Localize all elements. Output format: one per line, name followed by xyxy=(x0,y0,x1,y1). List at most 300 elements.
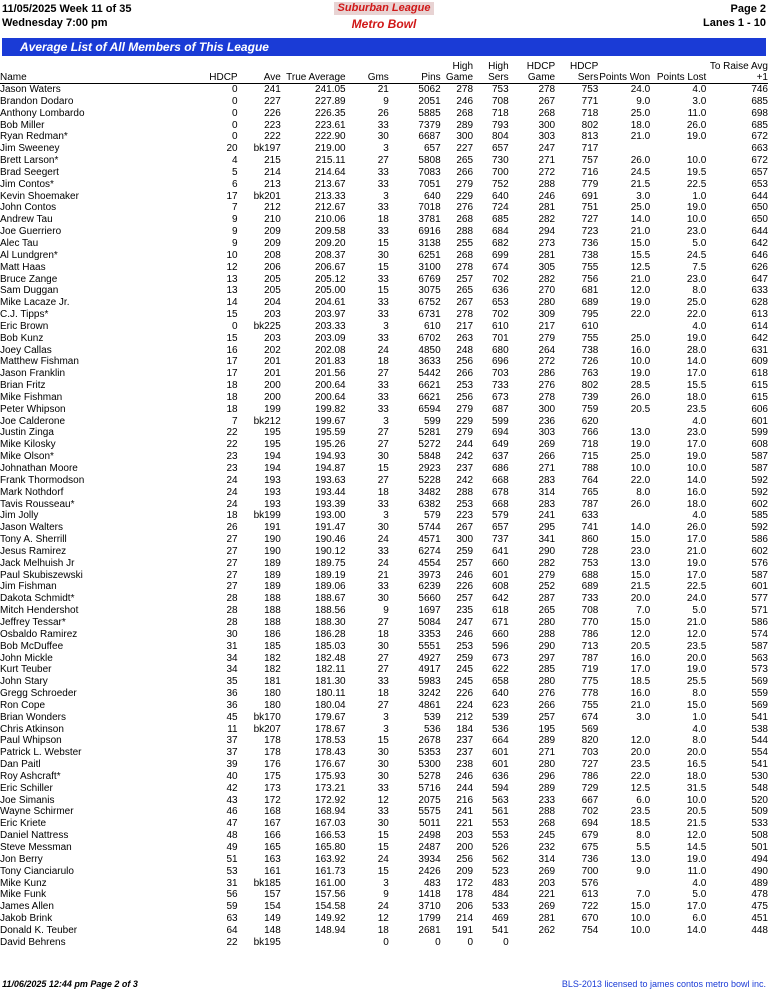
cell-points-lost: 19.0 xyxy=(686,664,707,676)
cell-high-series: 623 xyxy=(492,699,509,711)
cell-high-game: 278 xyxy=(456,309,474,321)
cell-games: 15 xyxy=(377,830,389,842)
cell-hdcp-game: 288 xyxy=(538,628,556,640)
cell-ave: 172 xyxy=(264,794,281,806)
cell-hdcp-series: 802 xyxy=(581,380,599,392)
cell-true-average: 205.00 xyxy=(315,285,346,297)
cell-hdcp: 34 xyxy=(226,652,238,664)
cell-hdcp-game: 279 xyxy=(538,332,556,344)
cell-pins: 4850 xyxy=(418,344,441,356)
cell-games: 33 xyxy=(377,391,389,403)
cell-high-game: 289 xyxy=(456,119,474,131)
cell-name: Sam Duggan xyxy=(0,285,59,297)
cell-true-average: 193.63 xyxy=(315,474,346,486)
cell-high-series: 536 xyxy=(492,723,509,735)
cell-pins: 5575 xyxy=(418,806,441,818)
cell-hdcp-game: 272 xyxy=(538,166,556,178)
cell-name: Dakota Schmidt* xyxy=(0,593,75,605)
cell-to-raise: 614 xyxy=(751,320,768,332)
cell-hdcp-game: 285 xyxy=(538,664,556,676)
cell-high-game: 246 xyxy=(456,95,474,107)
cell-hdcp: 0 xyxy=(232,320,238,332)
cell-points-lost: 1.0 xyxy=(692,711,707,723)
cell-ave: 241 xyxy=(264,84,281,95)
cell-pins: 6702 xyxy=(418,332,441,344)
cell-to-raise: 746 xyxy=(751,84,768,95)
cell-points-won: 20.5 xyxy=(630,403,651,415)
cell-pins: 3973 xyxy=(418,569,441,581)
cell-ave: 165 xyxy=(264,842,281,853)
lanes-range: Lanes 1 - 10 xyxy=(703,17,766,29)
cell-name: Brian Fritz xyxy=(0,380,46,392)
cell-true-average: 166.53 xyxy=(315,830,346,842)
cell-name: Joe Simanis xyxy=(0,794,55,806)
cell-hdcp-series: 813 xyxy=(581,131,599,143)
cell-true-average: 212.67 xyxy=(315,202,346,214)
cell-games: 33 xyxy=(377,403,389,415)
cell-to-raise: 650 xyxy=(751,202,768,214)
cell-hdcp-series: 713 xyxy=(581,640,599,652)
cell-points-won: 13.0 xyxy=(630,427,651,439)
table-row xyxy=(0,735,768,747)
cell-games: 27 xyxy=(377,427,389,439)
cell-pins: 4571 xyxy=(418,534,441,546)
cell-points-lost: 23.0 xyxy=(686,427,707,439)
cell-hdcp-series: 756 xyxy=(581,273,599,285)
cell-high-game: 279 xyxy=(456,178,474,190)
cell-name: Alec Tau xyxy=(0,237,39,249)
cell-points-won: 25.0 xyxy=(630,451,651,463)
cell-name: Al Lundgren* xyxy=(0,249,58,261)
cell-hdcp: 18 xyxy=(226,391,238,403)
cell-hdcp: 31 xyxy=(226,877,238,889)
cell-name: Jim Contos* xyxy=(0,178,54,190)
cell-to-raise: 538 xyxy=(751,723,768,735)
cell-high-game: 216 xyxy=(456,794,474,806)
cell-ave: 208 xyxy=(264,249,281,261)
cell-name: C.J. Tipps* xyxy=(0,309,49,321)
cell-ave: 209 xyxy=(264,237,281,249)
cell-to-raise: 501 xyxy=(751,842,768,853)
cell-true-average: 213.33 xyxy=(315,190,346,202)
cell-hdcp: 10 xyxy=(226,249,238,261)
cell-name: Paul Skubiszewski xyxy=(0,569,83,581)
cell-ave: 173 xyxy=(264,782,281,794)
cell-high-game: 257 xyxy=(456,593,474,605)
cell-ave: 191 xyxy=(264,522,281,534)
cell-hdcp-game: 290 xyxy=(538,545,556,557)
cell-high-series: 561 xyxy=(492,806,509,818)
cell-high-series: 668 xyxy=(492,498,509,510)
cell-hdcp: 16 xyxy=(226,344,238,356)
cell-to-raise: 613 xyxy=(751,309,768,321)
cell-games: 33 xyxy=(377,166,389,178)
cell-high-game: 229 xyxy=(456,190,474,202)
table-row xyxy=(0,759,768,771)
cell-true-average: 203.09 xyxy=(315,332,346,344)
col-header-points-lost: Points Lost xyxy=(650,59,706,84)
cell-points-won: 7.0 xyxy=(636,889,651,901)
cell-hdcp-series: 764 xyxy=(581,474,599,486)
cell-games: 33 xyxy=(377,676,389,688)
cell-pins: 3633 xyxy=(418,356,441,368)
cell-points-won: 13.0 xyxy=(630,557,651,569)
cell-hdcp: 28 xyxy=(226,593,238,605)
cell-hdcp: 15 xyxy=(226,332,238,344)
cell-pins: 5062 xyxy=(418,84,441,95)
cell-hdcp-game: 290 xyxy=(538,640,556,652)
cell-high-game: 257 xyxy=(456,273,474,285)
cell-high-game: 265 xyxy=(456,155,474,167)
cell-pins: 6251 xyxy=(418,249,441,261)
cell-hdcp-game: 280 xyxy=(538,616,556,628)
table-row xyxy=(0,747,768,759)
table-row xyxy=(0,463,768,475)
cell-hdcp-series: 613 xyxy=(581,889,599,901)
cell-high-game: 246 xyxy=(456,770,474,782)
cell-points-lost: 11.0 xyxy=(687,107,707,119)
cell-hdcp-series: 729 xyxy=(581,782,599,794)
cell-hdcp-game: 297 xyxy=(538,652,556,664)
cell-pins: 610 xyxy=(423,320,441,332)
cell-high-series: 608 xyxy=(492,581,509,593)
cell-high-game: 172 xyxy=(456,877,474,889)
cell-hdcp-game: 300 xyxy=(538,403,556,415)
cell-ave: 195 xyxy=(264,439,281,451)
cell-pins: 1418 xyxy=(418,889,441,901)
cell-ave: 194 xyxy=(264,463,281,474)
cell-pins: 5744 xyxy=(418,522,441,534)
cell-points-won: 18.5 xyxy=(630,818,651,830)
cell-games: 33 xyxy=(377,332,389,344)
col-header-ave: Ave xyxy=(238,59,281,84)
cell-hdcp: 13 xyxy=(226,273,238,285)
cell-points-won: 16.0 xyxy=(630,688,651,700)
cell-points-won: 7.0 xyxy=(636,605,651,617)
table-row xyxy=(0,771,768,783)
cell-hdcp: 53 xyxy=(226,865,238,877)
cell-high-game: 266 xyxy=(456,166,474,178)
cell-pins: 7083 xyxy=(418,166,441,178)
col-header-games: Gms xyxy=(346,59,389,84)
cell-pins: 5983 xyxy=(418,676,441,688)
table-row xyxy=(0,191,768,203)
cell-points-lost xyxy=(650,937,706,949)
cell-true-average: 182.11 xyxy=(315,664,346,676)
cell-games: 30 xyxy=(377,770,389,782)
cell-true-average: 213.67 xyxy=(315,178,346,190)
cell-hdcp-game: 269 xyxy=(538,439,556,451)
cell-high-game: 278 xyxy=(456,84,474,95)
table-row xyxy=(0,653,768,665)
cell-ave: 189 xyxy=(264,581,281,593)
table-row xyxy=(0,368,768,380)
cell-high-game: 0 xyxy=(467,936,474,948)
cell-hdcp-series: 738 xyxy=(581,249,599,261)
cell-high-series: 708 xyxy=(492,95,509,107)
cell-name: John Contos xyxy=(0,202,57,214)
cell-high-game: 221 xyxy=(456,818,474,830)
cell-name: Donald K. Teuber xyxy=(0,924,78,936)
cell-pins: 6239 xyxy=(418,581,441,593)
cell-pins: 2678 xyxy=(418,735,441,747)
cell-games: 26 xyxy=(377,107,389,119)
cell-name: Mike Olson* xyxy=(0,451,54,463)
cell-ave: 149 xyxy=(264,913,281,925)
cell-pins: 5011 xyxy=(419,818,441,830)
cell-hdcp-game: 280 xyxy=(538,759,556,771)
cell-hdcp-game: 278 xyxy=(538,84,556,95)
cell-pins: 5442 xyxy=(418,368,441,380)
col-header-points-won: Points Won xyxy=(598,59,650,84)
cell-games: 12 xyxy=(377,794,389,806)
cell-to-raise: 653 xyxy=(751,178,768,190)
cell-points-lost: 16.5 xyxy=(686,759,707,771)
cell-name: Bob Kunz xyxy=(0,332,44,344)
cell-hdcp-series: 610 xyxy=(581,320,599,332)
cell-pins: 3710 xyxy=(418,901,441,913)
cell-to-raise: 489 xyxy=(751,877,768,889)
cell-hdcp-game: 257 xyxy=(538,711,556,723)
cell-high-series: 469 xyxy=(492,913,509,925)
cell-name: Steve Messman xyxy=(0,842,72,853)
cell-pins: 539 xyxy=(423,711,441,723)
cell-hdcp: 22 xyxy=(226,936,238,948)
cell-games: 33 xyxy=(377,806,389,818)
cell-to-raise: 663 xyxy=(751,143,768,155)
cell-high-game: 226 xyxy=(456,688,474,700)
cell-points-lost: 24.5 xyxy=(686,249,707,261)
cell-points-lost: 28.0 xyxy=(686,344,707,356)
cell-ave: 186 xyxy=(264,628,281,640)
cell-hdcp-series: 727 xyxy=(581,214,599,226)
cell-ave: 188 xyxy=(264,605,281,617)
cell-hdcp-series: 576 xyxy=(581,877,599,889)
cell-hdcp: 56 xyxy=(226,889,238,901)
cell-to-raise: 548 xyxy=(751,782,768,794)
cell-hdcp: 17 xyxy=(226,190,238,202)
table-row xyxy=(0,783,768,795)
cell-hdcp: 40 xyxy=(226,770,238,782)
cell-games: 21 xyxy=(377,84,389,95)
cell-name: Daniel Nattress xyxy=(0,830,69,842)
table-row xyxy=(0,842,768,854)
cell-hdcp-game: 221 xyxy=(538,889,556,901)
cell-ave: 190 xyxy=(264,534,281,546)
col-header-hdcp: HDCP xyxy=(173,59,238,84)
cell-true-average: 189.19 xyxy=(315,569,346,581)
cell-to-raise: 609 xyxy=(751,356,768,368)
cell-hdcp: 5 xyxy=(232,166,238,178)
cell-points-lost: 31.5 xyxy=(686,782,707,794)
table-row xyxy=(0,593,768,605)
cell-true-average: 226.35 xyxy=(315,107,346,119)
cell-high-series: 685 xyxy=(492,214,509,226)
cell-hdcp: 27 xyxy=(226,557,238,569)
cell-ave: 227 xyxy=(264,95,281,107)
cell-pins: 7379 xyxy=(418,119,441,131)
table-row xyxy=(0,830,768,842)
cell-points-won: 6.0 xyxy=(636,794,651,806)
cell-hdcp-game: 270 xyxy=(538,285,556,297)
cell-games: 15 xyxy=(377,261,389,273)
cell-pins: 3353 xyxy=(418,628,441,640)
average-list-table xyxy=(0,59,768,949)
cell-to-raise: 685 xyxy=(751,119,768,131)
cell-to-raise: 586 xyxy=(751,534,768,546)
cell-name: Wayne Schirmer xyxy=(0,806,74,818)
cell-points-won: 22.0 xyxy=(630,770,651,782)
cell-name: Peter Whipson xyxy=(0,403,66,415)
cell-pins: 579 xyxy=(423,510,441,522)
col-header-pins: Pins xyxy=(389,59,441,84)
cell-true-average: 161.00 xyxy=(315,877,346,889)
cell-high-game: 265 xyxy=(456,285,474,297)
cell-to-raise: 475 xyxy=(751,901,768,913)
cell-hdcp-series: 723 xyxy=(581,226,599,238)
table-row xyxy=(0,676,768,688)
cell-hdcp: 17 xyxy=(226,368,238,380)
cell-points-won: 16.0 xyxy=(630,652,651,664)
cell-high-series: 640 xyxy=(492,190,509,202)
cell-true-average: 201.56 xyxy=(315,368,346,380)
cell-points-won: 22.0 xyxy=(630,474,651,486)
cell-pins: 5084 xyxy=(418,616,441,628)
cell-hdcp-series: 675 xyxy=(581,842,599,853)
cell-name: Jesus Ramirez xyxy=(0,545,67,557)
cell-hdcp-game: 283 xyxy=(538,498,556,510)
col-header-to-raise: To Raise Avg +1 xyxy=(706,59,768,84)
cell-to-raise: 592 xyxy=(751,486,768,498)
cell-games: 30 xyxy=(377,451,389,463)
cell-true-average: 191.47 xyxy=(315,522,346,534)
cell-hdcp-game: 282 xyxy=(538,214,556,226)
cell-pins: 4861 xyxy=(418,699,441,711)
cell-hdcp: 39 xyxy=(226,759,238,771)
cell-to-raise: 490 xyxy=(751,865,768,877)
cell-hdcp-series: 722 xyxy=(581,901,599,913)
cell-points-lost: 12.0 xyxy=(686,628,707,640)
cell-hdcp: 9 xyxy=(232,214,238,226)
cell-name: Brian Wonders xyxy=(0,711,66,723)
cell-true-average: 168.94 xyxy=(315,806,346,818)
cell-to-raise: 563 xyxy=(751,652,768,664)
cell-hdcp: 9 xyxy=(232,237,238,249)
cell-high-game: 267 xyxy=(456,522,474,534)
cell-pins: 2075 xyxy=(418,794,441,806)
cell-points-won: 16.0 xyxy=(630,344,651,356)
cell-true-average: 179.67 xyxy=(315,711,346,723)
table-row xyxy=(0,143,768,155)
cell-hdcp: 42 xyxy=(226,782,238,794)
cell-name: Tony A. Sherrill xyxy=(0,534,67,546)
cell-hdcp: 59 xyxy=(226,901,238,913)
cell-true-average: 167.03 xyxy=(315,818,346,830)
cell-points-won: 20.0 xyxy=(630,593,651,605)
cell-points-lost: 26.0 xyxy=(686,522,707,534)
cell-to-raise: 628 xyxy=(751,297,768,309)
cell-to-raise: 631 xyxy=(751,344,768,356)
cell-high-game: 257 xyxy=(456,557,474,569)
table-row xyxy=(0,878,768,890)
cell-high-game: 244 xyxy=(456,782,474,794)
cell-hdcp-game: 273 xyxy=(538,237,556,249)
cell-high-game: 256 xyxy=(456,391,474,403)
bowl-name: Metro Bowl xyxy=(351,17,417,31)
cell-hdcp-series: 718 xyxy=(581,107,599,119)
cell-points-won: 20.5 xyxy=(630,640,651,652)
cell-high-series: 601 xyxy=(492,747,509,759)
cell-hdcp-game: 266 xyxy=(538,451,556,463)
cell-points-won: 15.5 xyxy=(630,249,651,261)
cell-ave: 200 xyxy=(264,380,281,392)
cell-points-won: 26.0 xyxy=(630,498,651,510)
cell-pins: 3934 xyxy=(418,853,441,865)
cell-ave: 195 xyxy=(264,427,281,439)
cell-ave: 182 xyxy=(264,652,281,664)
cell-to-raise: 644 xyxy=(751,226,768,238)
cell-pins: 2923 xyxy=(418,463,441,474)
table-row xyxy=(0,475,768,487)
cell-hdcp-game: 262 xyxy=(538,924,556,936)
cell-pins: 4927 xyxy=(418,652,441,664)
cell-points-lost: 26.0 xyxy=(686,119,707,131)
cell-high-game: 256 xyxy=(456,853,474,865)
cell-games: 15 xyxy=(377,237,389,249)
cell-games: 9 xyxy=(383,889,389,901)
cell-points-won: 5.5 xyxy=(636,842,651,853)
table-row xyxy=(0,333,768,345)
cell-pins: 5353 xyxy=(418,747,441,759)
cell-points-lost: 25.5 xyxy=(686,676,707,688)
cell-games: 33 xyxy=(377,498,389,510)
cell-ave: 193 xyxy=(264,474,281,486)
table-row xyxy=(0,581,768,593)
cell-name: Jeffrey Tessar* xyxy=(0,616,66,628)
cell-ave: 168 xyxy=(264,806,281,818)
cell-hdcp-game: 281 xyxy=(538,202,556,214)
cell-true-average: 178.53 xyxy=(315,735,346,747)
section-title: Average List of All Members of This League xyxy=(2,38,766,56)
cell-points-won: 15.0 xyxy=(630,616,651,628)
cell-hdcp: 0 xyxy=(232,95,238,107)
cell-hdcp-game: 276 xyxy=(538,380,556,392)
cell-high-game: 246 xyxy=(456,569,474,581)
cell-ave: 167 xyxy=(264,818,281,830)
cell-points-lost xyxy=(650,143,706,155)
cell-games: 30 xyxy=(377,131,389,143)
cell-true-average: 206.67 xyxy=(315,261,346,273)
cell-name: David Behrens xyxy=(0,936,66,948)
cell-hdcp-game: 283 xyxy=(538,474,556,486)
cell-high-game: 300 xyxy=(456,534,474,546)
cell-ave: 200 xyxy=(264,391,281,403)
cell-points-lost: 15.0 xyxy=(686,699,707,711)
cell-hdcp-game: 341 xyxy=(538,534,556,546)
cell-points-lost: 4.0 xyxy=(692,510,707,522)
cell-high-series: 700 xyxy=(492,166,509,178)
cell-high-game: 266 xyxy=(456,368,474,380)
cell-true-average: 189.06 xyxy=(315,581,346,593)
cell-points-lost: 17.0 xyxy=(686,901,707,913)
cell-name: Kevin Shoemaker xyxy=(0,190,79,202)
cell-name: Brett Larson* xyxy=(0,155,59,167)
cell-high-series: 483 xyxy=(492,877,509,889)
table-row xyxy=(0,238,768,250)
table-row xyxy=(0,285,768,297)
cell-games: 27 xyxy=(377,699,389,711)
cell-name: Mike Fishman xyxy=(0,391,63,403)
